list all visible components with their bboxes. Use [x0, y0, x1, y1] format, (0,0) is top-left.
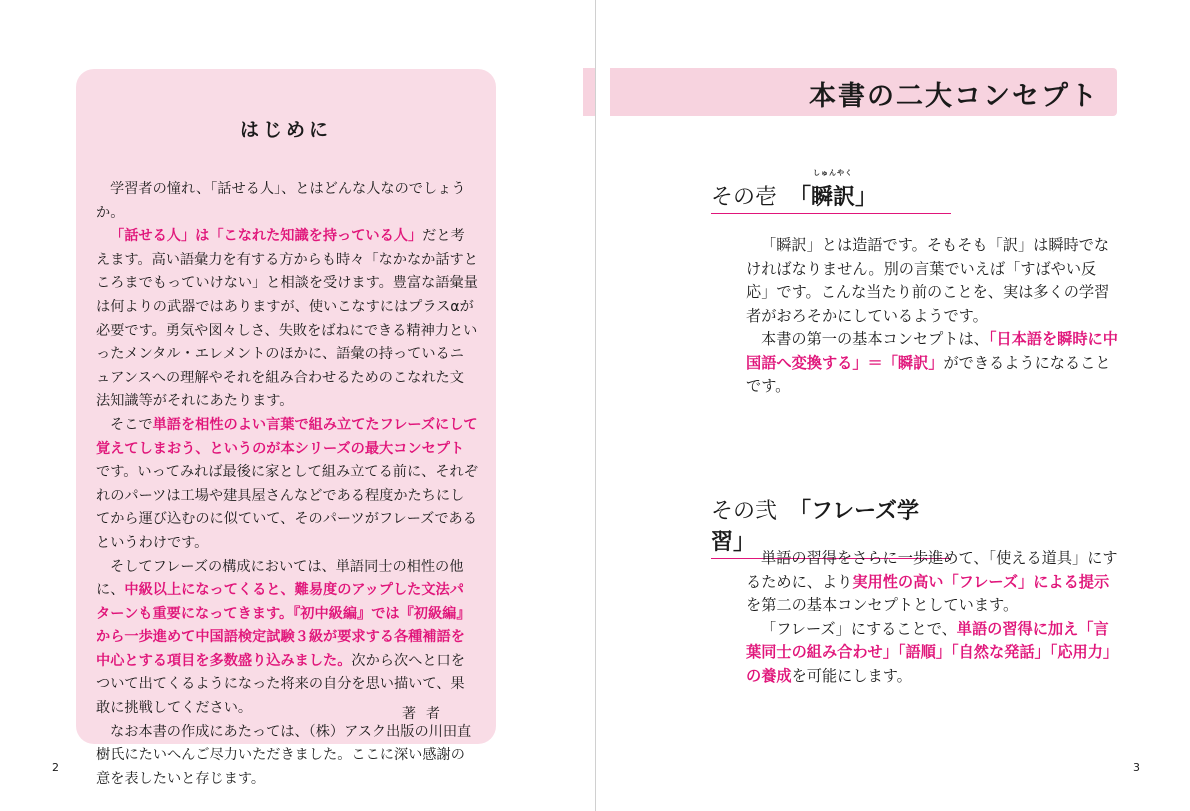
- highlight-text: 「話せる人」は「こなれた知識を持っている人」: [110, 228, 423, 245]
- section1-paragraph: [746, 328, 1118, 399]
- section2-paragraph: [746, 618, 1118, 689]
- term-with-ruby: [811, 169, 856, 211]
- page-title: 本書の二大コンセプト: [809, 81, 1099, 112]
- page-number-left: 2: [52, 761, 59, 774]
- body-text-run: 単語の習得をさらに一歩進めて、「使える道具」にするために、より: [746, 549, 1118, 591]
- body-text-run: を第二の基本コンセプトとしています。: [746, 596, 1019, 614]
- section1-heading: [711, 169, 951, 214]
- highlight-text: 中級以上になってくると、難易度のアップした文法パターンも重要になってきます。『初中級編』では『初級編』から一歩進めて中国語検定試験３級が要求する各種補語を中心とする項目を多数盛り込みました。: [96, 582, 471, 669]
- section1-paragraph: [746, 234, 1118, 328]
- body-text-run: そしてフレーズの構成においては、単語同士の相性の他に、: [96, 558, 464, 599]
- page-gutter: [595, 0, 596, 811]
- body-text-run: です。いってみれば最後に家として組み立てる前に、それぞれのパーツは工場や建具屋さんなどである程度かたちにしてから運び込むのに似ていて、そのパーツがフレーズであるというわけです。: [96, 464, 478, 551]
- intro-box: [76, 69, 496, 787]
- intro-heading: はじめに: [239, 119, 332, 141]
- body-text-run: 「瞬訳」とは造語です。そもそも「訳」は瞬時でなければなりません。別の言葉でいえば「すばやい反応」です。こんな当たり前のことを、実は多くの学習者がおろそかにしているようです。: [746, 236, 1110, 325]
- body-text-run: 本書の第一の基本コンセプトは、: [761, 330, 989, 348]
- intro-paragraph: [96, 178, 478, 225]
- body-text-run: 次から次へと口をついて出てくるようになった将来の自分を思い描いて、果敢に挑戦してください。: [96, 652, 465, 717]
- intro-paragraph: [96, 556, 478, 721]
- intro-paragraph: [96, 721, 478, 792]
- body-text-run: ができるようになることです。: [746, 353, 1111, 395]
- author-signature: 著者: [402, 706, 450, 722]
- highlight-text: 単語を相性のよい言葉で組み立てたフレーズにして覚えてしまおう、というのが本シリーズの最大コンセプト: [96, 416, 478, 457]
- body-text-run: そこで: [110, 416, 153, 433]
- page-number-right: 3: [1133, 761, 1140, 774]
- quote-open: 「: [789, 185, 812, 210]
- intro-paragraph: [96, 414, 478, 556]
- section1-body: [746, 234, 1118, 399]
- term-ruby: しゅんやく: [813, 169, 854, 177]
- term-text: 瞬訳: [811, 185, 856, 210]
- title-band: [610, 68, 1117, 116]
- highlight-text: 単語の習得に加え「言葉同士の組み合わせ」「語順」「自然な発話」「応用力」の養成: [746, 619, 1111, 685]
- section2-body: [746, 547, 1118, 688]
- intro-body: [96, 178, 478, 791]
- section2-paragraph: [746, 547, 1118, 618]
- section1-label: その壱: [711, 185, 778, 210]
- body-text-run: だと考えます。高い語彙力を有する方からも時々「なかなか話すところまでもっていけない」と相談を受けます。豊富な語彙量は何よりの武器ではありますが、使いこなすにはプラスαが必要です。勇気や図々しさ、失敗をばねにできる精神力といったメンタル・エレメントのほかに、語彙の持っているニュアンスへの理解やそれを組み合わせるためのこなれた文法知識等がそれにあたります。: [96, 228, 478, 410]
- section2-label: その弐: [711, 499, 778, 524]
- section2-term: 「フレーズ学習」: [711, 499, 920, 555]
- section1-term: [789, 169, 878, 210]
- body-text-run: を可能にします。: [791, 666, 912, 685]
- body-text-run: なお本書の作成にあたっては、（株）アスク出版の川田直樹氏にたいへんご尽力いただきました。ここに深い感謝の意を表したいと存じます。: [96, 723, 472, 787]
- body-text-run: 学習者の憧れ、「話せる人」、とはどんな人なのでしょうか。: [96, 181, 466, 221]
- highlight-text: 「日本語を瞬時に中国語へ変換する」＝「瞬訳」: [746, 330, 1118, 372]
- quote-close: 」: [855, 185, 878, 210]
- intro-paragraph: [96, 225, 478, 414]
- body-text-run: 「フレーズ」にすることで、: [761, 619, 957, 638]
- title-band-accent: [583, 68, 595, 116]
- highlight-text: 実用性の高い「フレーズ」による提示: [852, 572, 1110, 591]
